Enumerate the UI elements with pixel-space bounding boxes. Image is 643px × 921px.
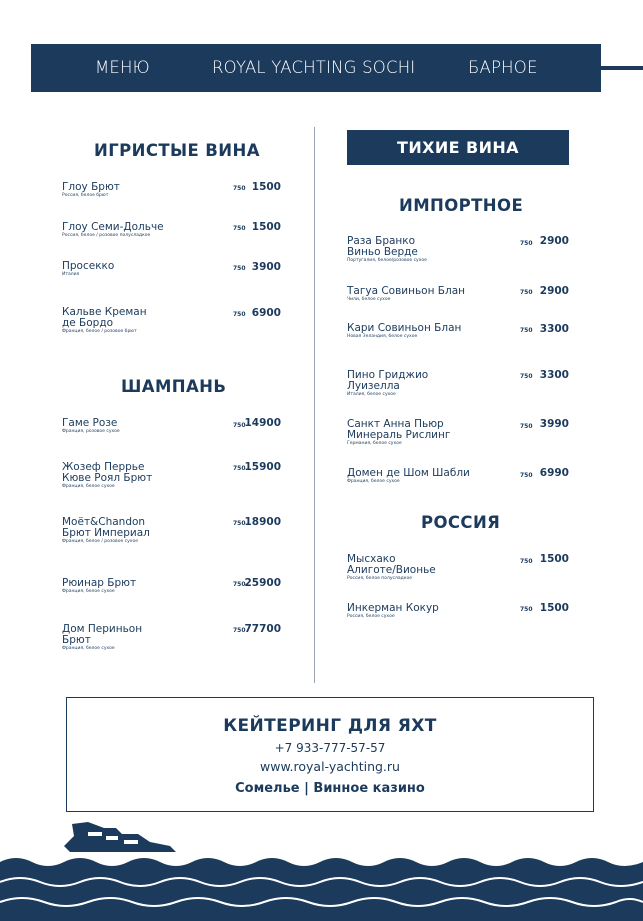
item-desc: Франция, белое сухое — [62, 589, 115, 594]
menu-item — [347, 603, 439, 620]
item-desc: Германия, белое сухое — [347, 441, 402, 446]
item-name: Гаме Розе — [62, 417, 118, 429]
item-price: 2900 — [539, 235, 569, 247]
item-desc: Италия, белое сухое — [347, 392, 396, 397]
item-name: Мысхако Алиготе/Вионье — [347, 553, 436, 576]
item-volume: 750 — [233, 185, 246, 192]
item-name: Тагуа Совиньон Блан — [347, 285, 466, 297]
item-price: 3300 — [539, 369, 569, 381]
item-name: Пино Гриджио Луизелла — [347, 369, 429, 392]
item-price: 1500 — [251, 181, 281, 193]
yacht-icon — [64, 822, 176, 852]
menu-item — [62, 418, 120, 435]
item-desc: Франция, белое сухое — [62, 484, 115, 489]
menu-item — [62, 222, 164, 239]
item-price: 3300 — [539, 323, 569, 335]
menu-item — [62, 462, 152, 490]
item-price: 1500 — [539, 553, 569, 565]
item-name: Жозеф Перрье Кюве Роял Брют — [62, 461, 153, 484]
item-volume: 750 — [233, 225, 246, 232]
item-desc: Чили, белое сухое — [347, 297, 391, 302]
menu-item — [347, 323, 461, 340]
header-menu-label: МЕНЮ — [95, 58, 150, 77]
item-price: 14900 — [244, 417, 281, 429]
item-volume: 750 — [520, 606, 533, 613]
item-desc: Россия, белое брют — [62, 193, 109, 198]
menu-item — [347, 554, 436, 582]
item-volume: 750 — [233, 581, 246, 588]
column-divider — [314, 127, 315, 683]
catering-box — [66, 697, 594, 812]
item-desc: Франция, розовое сухое — [62, 429, 120, 434]
header-bar-label: БАРНОЕ — [468, 58, 538, 77]
header-title: ROYAL YACHTING SOCHI — [212, 58, 416, 77]
item-desc: Португалия, белое/розовое сухое — [347, 258, 427, 263]
item-volume: 750 — [233, 465, 246, 472]
menu-item — [62, 307, 147, 335]
section-title-still-wines: ТИХИЕ ВИНА — [347, 130, 569, 165]
item-price: 6990 — [539, 467, 569, 479]
item-name: Просекко — [62, 260, 115, 272]
item-price: 1500 — [251, 221, 281, 233]
section-title-champagne: ШАМПАНЬ — [121, 377, 227, 396]
menu-item — [62, 517, 150, 545]
menu-item — [62, 578, 136, 595]
menu-item — [62, 182, 120, 199]
catering-subtitle: Сомелье | Винное казино — [235, 781, 425, 796]
item-volume: 750 — [520, 327, 533, 334]
item-volume: 750 — [520, 558, 533, 565]
item-desc: Россия, белое полусладкое — [347, 576, 412, 581]
section-title-imported: ИМПОРТНОЕ — [399, 196, 524, 215]
item-name: Раза Бранко Виньо Верде — [347, 235, 418, 258]
item-desc: Франция, белое сухое — [347, 479, 400, 484]
item-volume: 750 — [233, 265, 246, 272]
section-title-sparkling: ИГРИСТЫЕ ВИНА — [94, 141, 260, 160]
menu-item — [62, 624, 142, 652]
item-price: 3900 — [251, 261, 281, 273]
header-bar — [31, 44, 601, 92]
item-name: Моёт&Chandon Брют Империал — [62, 516, 150, 539]
menu-item — [62, 261, 114, 278]
item-price: 77700 — [244, 623, 281, 635]
item-desc: Россия, белое / розовое полусладкое — [62, 233, 151, 238]
menu-item — [347, 370, 428, 398]
catering-phone[interactable]: +7 933-777-57-57 — [274, 741, 386, 755]
item-desc: Новая Зеландия, белое сухое — [347, 334, 418, 339]
item-volume: 750 — [520, 472, 533, 479]
item-volume: 750 — [233, 311, 246, 318]
item-price: 3990 — [539, 418, 569, 430]
section-title-russia: РОССИЯ — [421, 513, 501, 532]
header-tab-decoration — [600, 66, 643, 70]
item-name: Глоу Семи-Дольче — [62, 221, 164, 233]
item-volume: 750 — [520, 373, 533, 380]
item-name: Домен де Шом Шабли — [347, 467, 470, 479]
item-name: Рюинар Брют — [62, 577, 137, 589]
item-name: Дом Периньон Брют — [62, 623, 143, 646]
catering-website[interactable]: www.royal-yachting.ru — [260, 759, 400, 774]
menu-item — [347, 286, 465, 303]
item-price: 25900 — [244, 577, 281, 589]
item-desc: Италия — [62, 272, 80, 277]
item-volume: 750 — [520, 240, 533, 247]
catering-title: КЕЙТЕРИНГ ДЛЯ ЯХТ — [223, 716, 437, 736]
item-price: 1500 — [539, 602, 569, 614]
item-volume: 750 — [233, 627, 246, 634]
item-name: Кальве Креман де Бордо — [62, 306, 147, 329]
menu-item — [347, 236, 427, 264]
item-volume: 750 — [233, 520, 246, 527]
item-name: Санкт Анна Пьюр Минераль Рислинг — [347, 418, 451, 441]
item-name: Глоу Брют — [62, 181, 120, 193]
item-volume: 750 — [233, 422, 246, 429]
item-desc: Франция, белое / розовое брют — [62, 329, 137, 334]
item-price: 2900 — [539, 285, 569, 297]
menu-item — [347, 419, 450, 447]
item-price: 15900 — [244, 461, 281, 473]
item-name: Кари Совиньон Блан — [347, 322, 462, 334]
item-desc: Франция, белое сухое — [62, 646, 115, 651]
item-desc: Франция, белое / розовое сухое — [62, 539, 138, 544]
waves-decoration — [0, 812, 643, 921]
item-name: Инкерман Кокур — [347, 602, 439, 614]
item-volume: 750 — [520, 289, 533, 296]
item-price: 18900 — [244, 516, 281, 528]
item-volume: 750 — [520, 423, 533, 430]
item-price: 6900 — [251, 307, 281, 319]
item-desc: Россия, белое сухое — [347, 614, 395, 619]
menu-item — [347, 468, 470, 485]
